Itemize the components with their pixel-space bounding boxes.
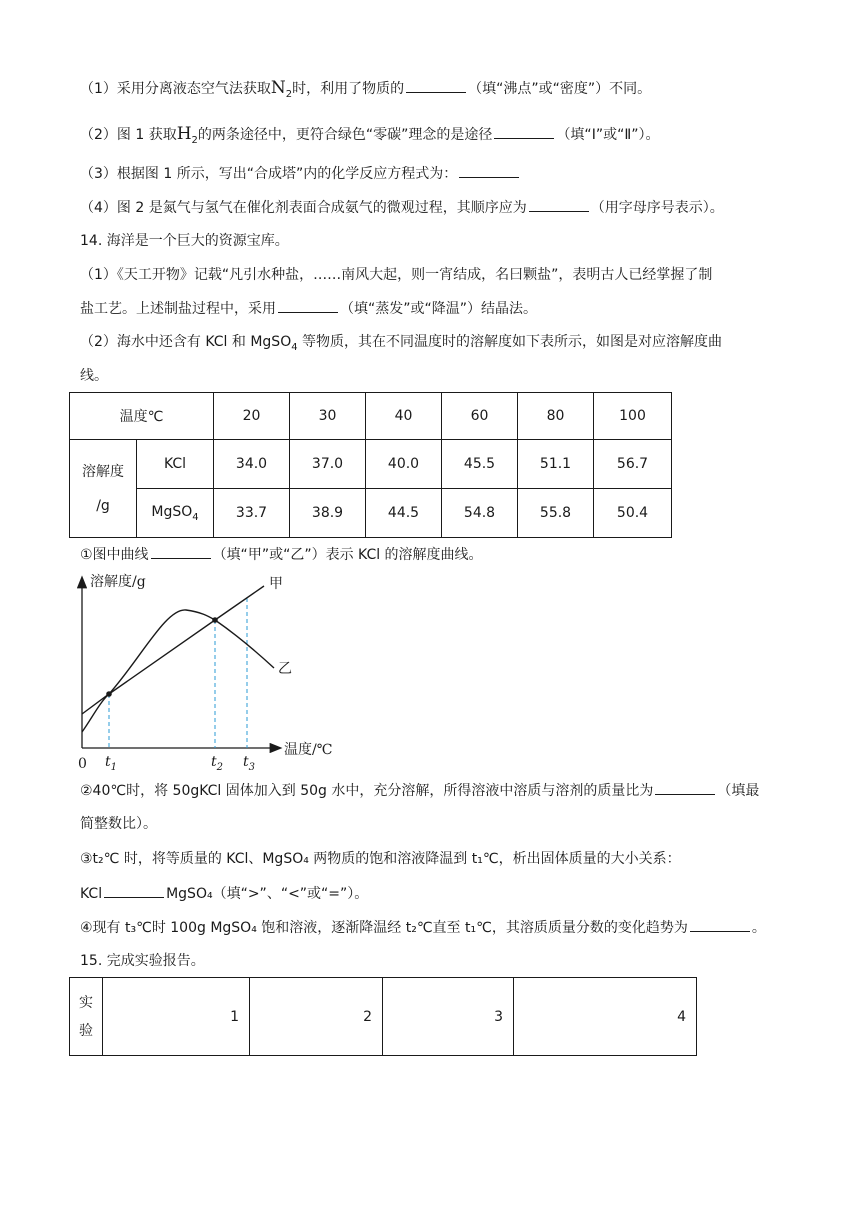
q14-sub-c-line1 — [80, 849, 681, 869]
q13-p3-pre: （3）根据图 1 所示，写出“合成塔”内的化学反应方程式为： — [80, 166, 458, 182]
q14-part1-line1 — [80, 265, 712, 285]
q14-d-pre: ④现有 t₃℃时 100g MgSO₄ 饱和溶液，逐渐降温经 t₂℃直至 t₁℃，其溶质质量分数的变化趋势为 — [80, 920, 688, 936]
table-cell: 55.8 — [518, 489, 594, 538]
table-row-kcl — [70, 440, 672, 489]
temp-cell: 30 — [290, 393, 366, 440]
experiment-col: 2 — [250, 978, 383, 1056]
q13-p1-chem-sub: 2 — [285, 88, 293, 100]
substance-name-text: MgSO — [151, 503, 193, 520]
solubility-label-text: 溶解度 — [82, 463, 124, 480]
q14-c-line2-mid: MgSO₄ — [166, 886, 213, 902]
q15-title-text: 15. 完成实验报告。 — [80, 953, 205, 969]
q14-c-line2-tail: （填“>”、“<”或“=”）。 — [212, 886, 369, 902]
table-cell: 37.0 — [290, 440, 366, 489]
table-cell: 38.9 — [290, 489, 366, 538]
q14-title — [80, 231, 289, 251]
series-label-jia: 甲 — [269, 576, 283, 592]
x-tick-text: t — [211, 754, 217, 770]
q14-p2-line1-sub: 4 — [291, 341, 298, 353]
q14-sub-b-line2 — [80, 814, 157, 834]
q14-part1-line2 — [80, 298, 537, 319]
answer-blank[interactable] — [406, 78, 466, 93]
q14-sub-d — [80, 917, 766, 938]
x-tick-text: t — [105, 754, 111, 770]
answer-blank[interactable] — [459, 163, 519, 178]
origin-label: 0 — [78, 756, 87, 772]
table-cell: 34.0 — [214, 440, 290, 489]
curve-yi — [82, 610, 274, 732]
q14-p2-line2-text: 线。 — [80, 368, 108, 384]
q13-p1-chem: N — [270, 78, 286, 98]
q13-p2-pre: （2）图 1 获取 — [80, 127, 177, 143]
table-header-row — [70, 393, 672, 440]
q14-b-tail: （填最 — [717, 783, 760, 799]
q13-part1 — [80, 78, 651, 105]
q14-p1-line2-pre: 盐工艺。上述制盐过程中，采用 — [80, 301, 276, 317]
q14-p1-line1-text: （1）《天工开物》记载“凡引水种盐，……南风大起，则一宵结成，名曰颗盐”，表明古人已经掌握了制 — [80, 267, 713, 283]
table-cell: 44.5 — [366, 489, 442, 538]
q14-part2-line1 — [80, 332, 722, 358]
answer-blank[interactable] — [655, 780, 715, 795]
q14-b-line2-text: 简整数比）。 — [80, 816, 157, 832]
x-tick-sub: 1 — [110, 762, 118, 773]
table-cell: 40.0 — [366, 440, 442, 489]
q13-part3 — [80, 163, 521, 184]
temp-cell: 60 — [442, 393, 518, 440]
intersection-point — [212, 617, 218, 623]
answer-blank[interactable] — [278, 298, 338, 313]
q13-p2-chem-sub: 2 — [191, 134, 198, 146]
answer-blank[interactable] — [690, 917, 750, 932]
q14-title-text: 14. 海洋是一个巨大的资源宝库。 — [80, 233, 289, 249]
temp-cell: 80 — [518, 393, 594, 440]
x-tick-label-t1 — [105, 754, 117, 773]
x-tick-label-t2 — [211, 754, 223, 773]
q14-a-pre: ①图中曲线 — [80, 547, 149, 563]
q13-p1-pre: （1）采用分离液态空气法获取 — [80, 81, 271, 97]
q14-a-tail: （填“甲”或“乙”）表示 KCl 的溶解度曲线。 — [212, 547, 483, 563]
table-cell: 56.7 — [594, 440, 672, 489]
q13-p2-chem: H — [176, 124, 192, 144]
experiment-col: 4 — [514, 978, 697, 1056]
series-label-yi: 乙 — [278, 661, 292, 677]
q13-part2 — [80, 124, 659, 151]
substance-name-sub: 4 — [192, 511, 199, 523]
q13-p1-post: 时，利用了物质的 — [292, 81, 405, 97]
experiment-header-char: 验 — [79, 1022, 93, 1039]
q14-c-line1-text: ③t₂℃ 时，将等质量的 KCl、MgSO₄ 两物质的饱和溶液降温到 t₁℃，析出固体质量的大小关系： — [80, 851, 681, 867]
q13-p2-post: 的两条途径中，更符合绿色“零碳”理念的是途径 — [197, 127, 493, 143]
q13-p1-tail: （填“沸点”或“密度”）不同。 — [468, 81, 652, 97]
answer-blank[interactable] — [494, 124, 554, 139]
q14-d-tail: 。 — [751, 920, 766, 936]
q14-p2-line1-post: 等物质，其在不同温度时的溶解度如下表所示，如图是对应溶解度曲 — [297, 334, 723, 350]
temp-cell: 20 — [214, 393, 290, 440]
temp-cell: 100 — [594, 393, 672, 440]
q14-sub-a — [80, 544, 483, 565]
table-cell: 33.7 — [214, 489, 290, 538]
experiment-col: 3 — [383, 978, 514, 1056]
table-row-mgso4 — [70, 489, 672, 538]
answer-blank[interactable] — [151, 544, 211, 559]
intersection-point — [106, 691, 112, 697]
table-cell: 51.1 — [518, 440, 594, 489]
table-cell: 45.5 — [442, 440, 518, 489]
substance-name — [137, 489, 214, 538]
experiment-table — [69, 977, 697, 1056]
temp-header: 温度℃ — [70, 393, 214, 440]
q13-p4-tail: （用字母序号表示）。 — [590, 200, 724, 216]
q14-c-line2-pre: KCl — [80, 886, 103, 902]
q14-b-pre: ②40℃时，将 50gKCl 固体加入到 50g 水中，充分溶解，所得溶液中溶质与溶剂的质量比为 — [80, 783, 654, 799]
experiment-header-char: 实 — [79, 994, 93, 1011]
q14-sub-c-line2 — [80, 883, 368, 904]
experiment-col: 1 — [103, 978, 250, 1056]
x-tick-sub: 2 — [216, 762, 224, 773]
q14-sub-b-line1 — [80, 780, 759, 801]
substance-name — [137, 440, 214, 489]
q14-p2-line1-pre: （2）海水中还含有 KCl 和 MgSO — [80, 334, 292, 350]
y-axis-label: 溶解度/g — [90, 574, 146, 590]
experiment-header — [70, 978, 103, 1056]
substance-name-text: KCl — [163, 456, 187, 472]
solubility-unit-text: /g — [96, 497, 110, 514]
temp-cell: 40 — [366, 393, 442, 440]
q13-p2-tail: （填“Ⅰ”或“Ⅱ”）。 — [556, 127, 660, 143]
answer-blank[interactable] — [529, 197, 589, 212]
x-tick-label-t3 — [243, 754, 255, 773]
solubility-curve-chart — [66, 568, 356, 778]
q14-p1-line2-tail: （填“蒸发”或“降温”）结晶法。 — [340, 301, 538, 317]
q13-p4-pre: （4）图 2 是氮气与氢气在催化剂表面合成氨气的微观过程，其顺序应为 — [80, 200, 527, 216]
q13-part4 — [80, 197, 724, 218]
experiment-row — [70, 978, 697, 1056]
solubility-label — [70, 440, 137, 538]
q15-title — [80, 951, 205, 971]
x-tick-sub: 3 — [248, 762, 256, 773]
solubility-table — [69, 392, 672, 538]
q14-part2-line2 — [80, 366, 108, 386]
table-cell: 54.8 — [442, 489, 518, 538]
table-cell: 50.4 — [594, 489, 672, 538]
x-axis-label: 温度/℃ — [284, 742, 333, 758]
answer-blank[interactable] — [104, 883, 164, 898]
x-tick-text: t — [243, 754, 249, 770]
